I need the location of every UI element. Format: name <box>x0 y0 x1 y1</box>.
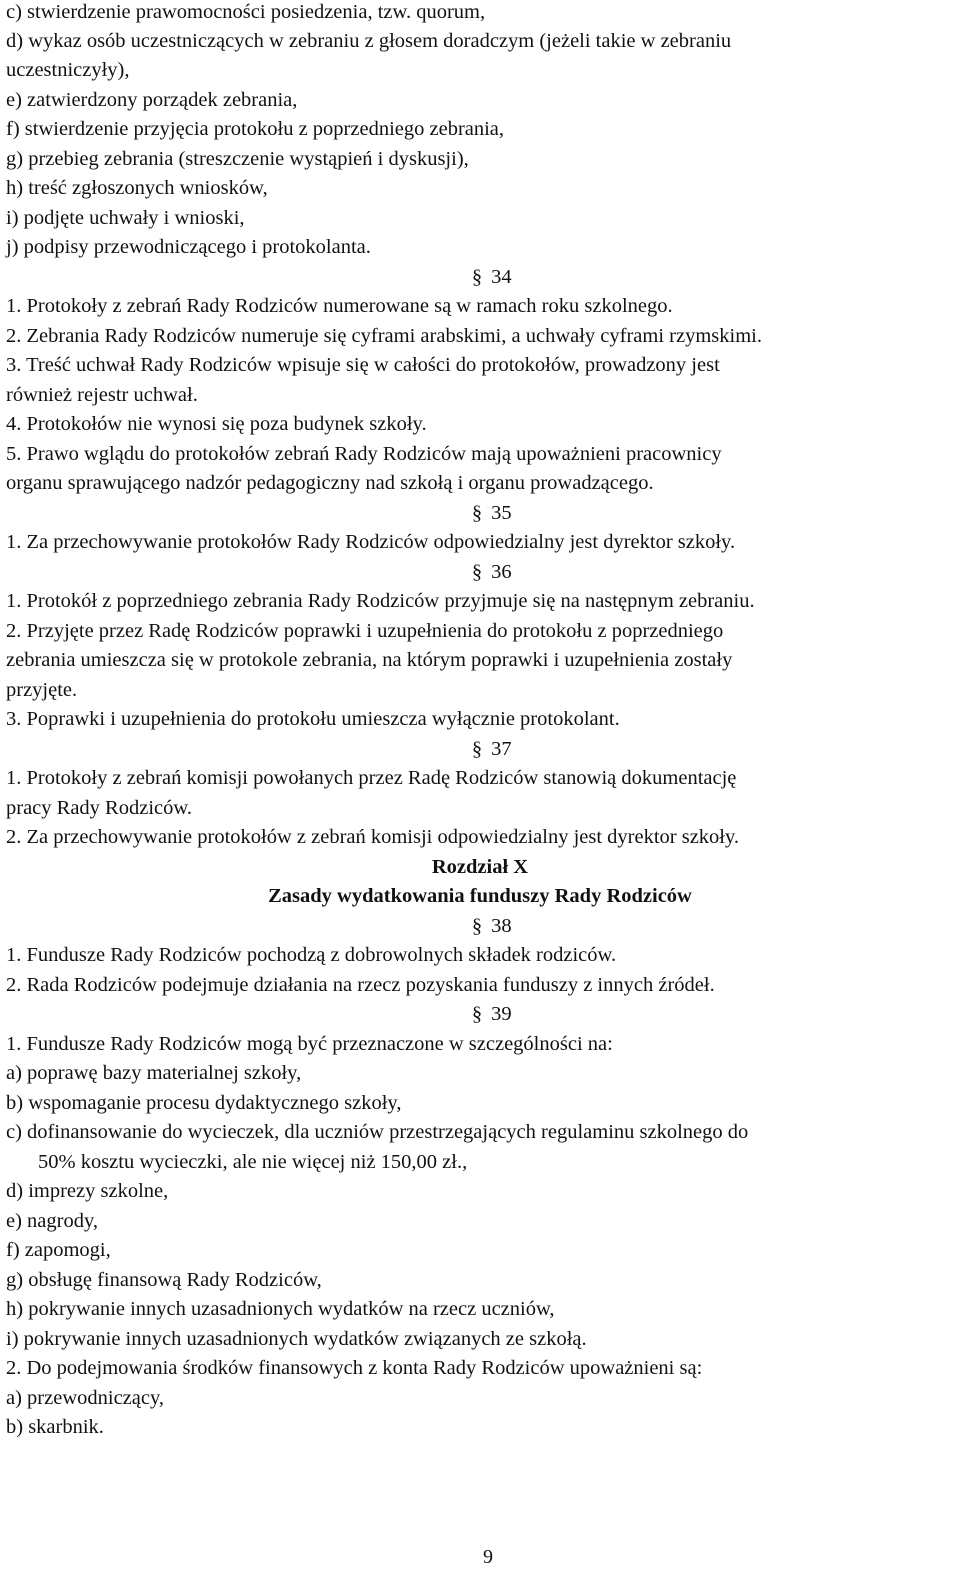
list-item: i) pokrywanie innych uzasadnionych wydatków związanych ze szkołą. <box>6 1328 587 1350</box>
list-item: e) nagrody, <box>6 1210 99 1232</box>
paragraph-line: 1. Protokoły z zebrań Rady Rodziców numerowane są w ramach roku szkolnego. <box>6 295 673 317</box>
list-item: c) dofinansowanie do wycieczek, dla uczniów przestrzegających regulaminu szkolnego do <box>6 1121 749 1143</box>
list-item-d-cont: uczestniczyły), <box>6 59 130 81</box>
chapter-title: Rozdział X <box>431 856 529 878</box>
section-symbol: § <box>471 502 483 524</box>
section-number: 38 <box>491 915 512 937</box>
paragraph-line: 1. Protokół z poprzedniego zebrania Rady Rodziców przyjmuje się na następnym zebraniu. <box>6 590 755 612</box>
paragraph-line: 3. Treść uchwał Rady Rodziców wpisuje się w całości do protokołów, prowadzony jest <box>6 354 720 376</box>
list-item-h: h) treść zgłoszonych wniosków, <box>6 177 268 199</box>
section-symbol: § <box>471 561 483 583</box>
paragraph-line: 1. Za przechowywanie protokołów Rady Rodziców odpowiedzialny jest dyrektor szkoły. <box>6 531 736 553</box>
section-symbol: § <box>471 738 483 760</box>
paragraph-line: organu sprawującego nadzór pedagogiczny nad szkołą i organu prowadzącego. <box>6 472 654 494</box>
section-number: 37 <box>491 738 512 760</box>
list-item: g) obsługę finansową Rady Rodziców, <box>6 1269 322 1291</box>
paragraph-line: przyjęte. <box>6 679 78 701</box>
paragraph-line: 1. Fundusze Rady Rodziców mogą być przeznaczone w szczególności na: <box>6 1033 613 1055</box>
chapter-subtitle: Zasady wydatkowania funduszy Rady Rodziców <box>268 885 692 907</box>
list-item: d) imprezy szkolne, <box>6 1180 169 1202</box>
section-heading-37 <box>468 737 512 761</box>
paragraph-line: 3. Poprawki i uzupełnienia do protokołu umieszcza wyłącznie protokolant. <box>6 708 620 730</box>
section-heading-36 <box>468 560 512 584</box>
section-number: 36 <box>491 561 512 583</box>
list-item-cont: 50% kosztu wycieczki, ale nie więcej niż 150,00 zł., <box>38 1151 468 1173</box>
paragraph-line: 2. Zebrania Rady Rodziców numeruje się cyframi arabskimi, a uchwały cyframi rzymskimi. <box>6 325 762 347</box>
paragraph-line: 4. Protokołów nie wynosi się poza budynek szkoły. <box>6 413 427 435</box>
list-item-i: i) podjęte uchwały i wnioski, <box>6 207 245 229</box>
paragraph-line: 1. Fundusze Rady Rodziców pochodzą z dobrowolnych składek rodziców. <box>6 944 617 966</box>
paragraph-line: 1. Protokoły z zebrań komisji powołanych przez Radę Rodziców stanowią dokumentację <box>6 767 737 789</box>
section-heading-35 <box>468 501 512 525</box>
list-item-d: d) wykaz osób uczestniczących w zebraniu z głosem doradczym (jeżeli takie w zebraniu <box>6 30 732 52</box>
list-item-g: g) przebieg zebrania (streszczenie wystąpień i dyskusji), <box>6 148 469 170</box>
list-item: b) wspomaganie procesu dydaktycznego szkoły, <box>6 1092 402 1114</box>
section-number: 39 <box>491 1003 512 1025</box>
list-item: b) skarbnik. <box>6 1416 104 1438</box>
section-number: 34 <box>491 266 512 288</box>
page-number: 9 <box>483 1546 493 1568</box>
section-heading-39 <box>468 1002 512 1026</box>
paragraph-line: również rejestr uchwał. <box>6 384 198 406</box>
list-item-f: f) stwierdzenie przyjęcia protokołu z poprzedniego zebrania, <box>6 118 505 140</box>
list-item-c: c) stwierdzenie prawomocności posiedzenia, tzw. quorum, <box>6 1 486 23</box>
paragraph-line: 2. Do podejmowania środków finansowych z konta Rady Rodziców upoważnieni są: <box>6 1357 703 1379</box>
paragraph-line: 2. Za przechowywanie protokołów z zebrań komisji odpowiedzialny jest dyrektor szkoły. <box>6 826 740 848</box>
paragraph-line: 5. Prawo wglądu do protokołów zebrań Rady Rodziców mają upoważnieni pracownicy <box>6 443 722 465</box>
section-heading-38 <box>468 914 512 938</box>
paragraph-line: zebrania umieszcza się w protokole zebrania, na którym poprawki i uzupełnienia zostały <box>6 649 733 671</box>
list-item: a) poprawę bazy materialnej szkoły, <box>6 1062 302 1084</box>
paragraph-line: pracy Rady Rodziców. <box>6 797 192 819</box>
list-item-e: e) zatwierdzony porządek zebrania, <box>6 89 298 111</box>
list-item: f) zapomogi, <box>6 1239 111 1261</box>
section-symbol: § <box>471 915 483 937</box>
list-item-j: j) podpisy przewodniczącego i protokolanta. <box>6 236 371 258</box>
paragraph-line: 2. Przyjęte przez Radę Rodziców poprawki i uzupełnienia do protokołu z poprzedniego <box>6 620 724 642</box>
paragraph-line: 2. Rada Rodziców podejmuje działania na rzecz pozyskania funduszy z innych źródeł. <box>6 974 715 996</box>
list-item: h) pokrywanie innych uzasadnionych wydatków na rzecz uczniów, <box>6 1298 555 1320</box>
list-item: a) przewodniczący, <box>6 1387 165 1409</box>
section-symbol: § <box>471 266 483 288</box>
section-heading-34 <box>468 265 512 289</box>
section-number: 35 <box>491 502 512 524</box>
section-symbol: § <box>471 1003 483 1025</box>
